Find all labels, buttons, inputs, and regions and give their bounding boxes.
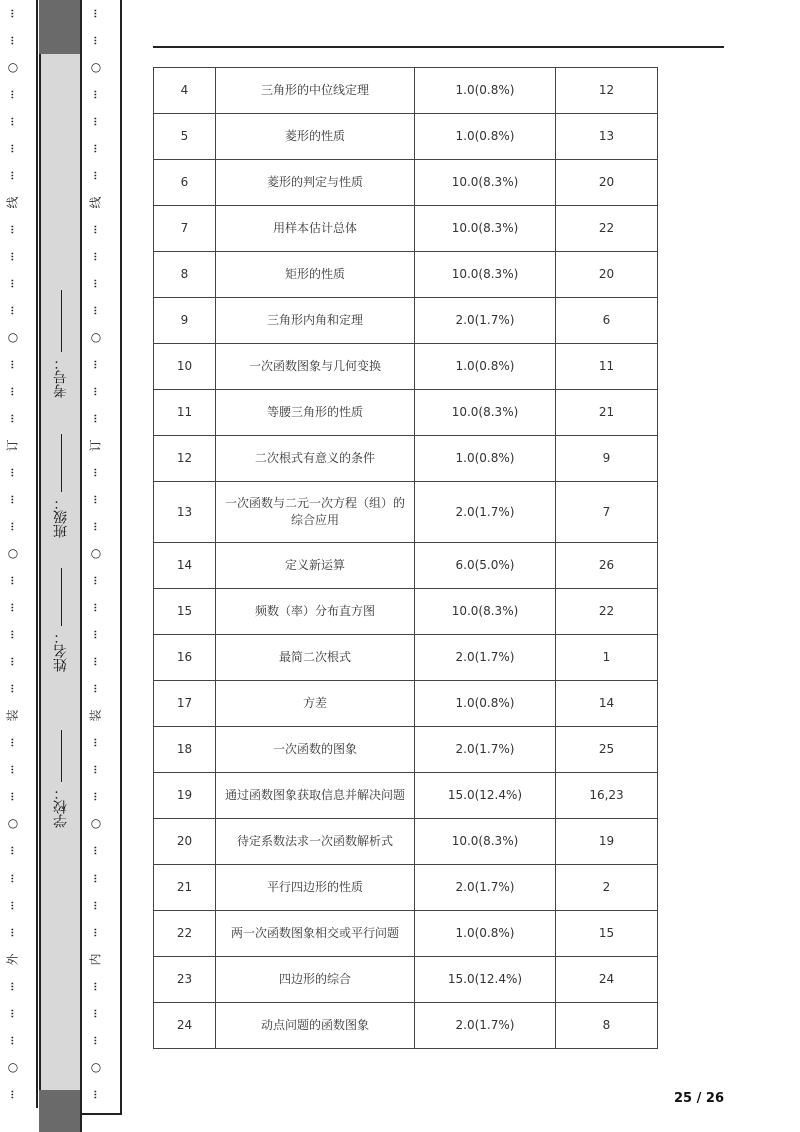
knowledge-point-table	[153, 67, 658, 1049]
inner-cut-line	[120, 0, 122, 1114]
inner-binding-mark: …	[91, 252, 102, 262]
question-number-cell: 20	[154, 819, 216, 865]
question-number-cell: 11	[154, 390, 216, 436]
knowledge-point-cell: 四边形的综合	[216, 957, 415, 1003]
page-number: 25 / 26	[674, 1091, 724, 1106]
outer-binding-mark: …	[8, 9, 19, 18]
inner-binding-mark: …	[91, 738, 102, 748]
table-row	[154, 482, 658, 543]
inner-binding-mark: …	[91, 630, 102, 640]
outer-binding-mark: …	[8, 684, 19, 694]
score-share-cell: 2.0(1.7%)	[415, 635, 556, 681]
question-ids-cell: 1	[556, 635, 658, 681]
score-share-cell: 10.0(8.3%)	[415, 390, 556, 436]
inner-binding-mark: 线	[88, 196, 103, 209]
table-row	[154, 543, 658, 589]
question-ids-cell: 8	[556, 1003, 658, 1049]
inner-binding-mark: 订	[88, 439, 103, 452]
score-share-cell: 2.0(1.7%)	[415, 727, 556, 773]
class-field	[42, 434, 80, 554]
outer-binding-mark: …	[8, 792, 19, 802]
question-number-cell: 6	[154, 160, 216, 206]
inner-binding-mark: …	[91, 414, 102, 424]
table-row	[154, 727, 658, 773]
question-number-cell: 8	[154, 252, 216, 298]
question-ids-cell: 7	[556, 482, 658, 543]
question-number-cell: 4	[154, 68, 216, 114]
inner-binding-mark: …	[91, 360, 102, 370]
inner-binding-mark: …	[91, 387, 102, 397]
question-ids-cell: 22	[556, 206, 658, 252]
inner-binding-mark: ○	[90, 546, 102, 561]
score-share-cell: 10.0(8.3%)	[415, 206, 556, 252]
inner-binding-mark: …	[91, 927, 102, 937]
name-label: 姓名：	[53, 630, 69, 672]
knowledge-point-cell: 最简二次根式	[216, 635, 415, 681]
school-field	[42, 730, 80, 850]
inner-binding-mark: …	[91, 792, 102, 802]
inner-binding-mark: 装	[88, 709, 103, 722]
question-ids-cell: 24	[556, 957, 658, 1003]
inner-binding-mark: …	[91, 684, 102, 694]
outer-binding-mark: …	[8, 576, 19, 586]
outer-binding-mark: …	[8, 90, 19, 100]
inner-cut-line-bottom	[80, 1113, 122, 1115]
exam-number-blank	[61, 290, 62, 352]
score-share-cell: 1.0(0.8%)	[415, 911, 556, 957]
score-share-cell: 1.0(0.8%)	[415, 344, 556, 390]
outer-cut-line	[36, 0, 38, 1108]
exam-number-field	[42, 290, 80, 416]
inner-binding-mark: …	[91, 873, 102, 883]
knowledge-point-cell: 三角形内角和定理	[216, 298, 415, 344]
question-ids-cell: 9	[556, 436, 658, 482]
inner-binding-mark: …	[91, 306, 102, 316]
inner-binding-mark: …	[91, 900, 102, 910]
class-label: 班级：	[53, 496, 69, 538]
inner-binding-mark: …	[91, 846, 102, 856]
class-blank	[61, 434, 62, 492]
binding-cap-top	[39, 0, 80, 54]
score-share-cell: 10.0(8.3%)	[415, 819, 556, 865]
question-number-cell: 7	[154, 206, 216, 252]
outer-binding-mark: 装	[5, 709, 20, 722]
question-ids-cell: 11	[556, 344, 658, 390]
outer-binding-mark: …	[8, 225, 19, 235]
question-number-cell: 16	[154, 635, 216, 681]
table-row	[154, 68, 658, 114]
outer-binding-mark: 外	[5, 953, 20, 966]
outer-binding-mark: …	[8, 468, 19, 478]
outer-binding-mark: …	[8, 873, 19, 883]
outer-binding-mark: …	[8, 630, 19, 640]
outer-binding-mark: …	[8, 144, 19, 154]
inner-binding-mark: ○	[90, 1059, 102, 1074]
binding-strip-edge-left	[39, 54, 41, 1090]
knowledge-point-cell: 方差	[216, 681, 415, 727]
knowledge-point-cell: 通过函数图象获取信息并解决问题	[216, 773, 415, 819]
question-number-cell: 17	[154, 681, 216, 727]
outer-binding-mark: …	[8, 414, 19, 424]
knowledge-point-cell: 两一次函数图象相交或平行问题	[216, 911, 415, 957]
knowledge-point-cell: 用样本估计总体	[216, 206, 415, 252]
score-share-cell: 1.0(0.8%)	[415, 681, 556, 727]
knowledge-point-cell: 二次根式有意义的条件	[216, 436, 415, 482]
outer-binding-mark: …	[8, 252, 19, 262]
question-number-cell: 10	[154, 344, 216, 390]
score-share-cell: 1.0(0.8%)	[415, 114, 556, 160]
inner-binding-mark: …	[91, 522, 102, 532]
table-row	[154, 436, 658, 482]
exam-number-label: 考号：	[53, 356, 69, 398]
knowledge-point-cell: 平行四边形的性质	[216, 865, 415, 911]
outer-binding-mark: …	[8, 117, 19, 127]
table-row	[154, 298, 658, 344]
inner-binding-mark: …	[91, 495, 102, 505]
binding-cap-bottom	[39, 1090, 80, 1132]
inner-binding-mark: …	[91, 117, 102, 127]
question-number-cell: 12	[154, 436, 216, 482]
question-number-cell: 5	[154, 114, 216, 160]
outer-binding-mark: ○	[7, 1059, 19, 1074]
outer-binding-mark: …	[8, 1035, 19, 1045]
table-body	[154, 68, 658, 1049]
question-number-cell: 24	[154, 1003, 216, 1049]
score-share-cell: 2.0(1.7%)	[415, 482, 556, 543]
outer-binding-mark: …	[8, 171, 19, 181]
table-row	[154, 681, 658, 727]
inner-binding-mark: ○	[90, 330, 102, 345]
school-blank	[61, 730, 62, 782]
table-row	[154, 957, 658, 1003]
knowledge-point-cell: 菱形的判定与性质	[216, 160, 415, 206]
inner-binding-mark: ○	[90, 60, 102, 75]
table-row	[154, 635, 658, 681]
table-row	[154, 865, 658, 911]
score-share-cell: 15.0(12.4%)	[415, 957, 556, 1003]
inner-binding-mark: …	[91, 36, 102, 46]
question-ids-cell: 12	[556, 68, 658, 114]
knowledge-point-cell: 矩形的性质	[216, 252, 415, 298]
inner-binding-mark: …	[91, 279, 102, 289]
score-share-cell: 10.0(8.3%)	[415, 252, 556, 298]
knowledge-point-cell: 一次函数与二元一次方程（组）的综合应用	[216, 482, 415, 543]
inner-binding-mark: 内	[88, 953, 103, 966]
score-share-cell: 2.0(1.7%)	[415, 1003, 556, 1049]
outer-binding-mark: ○	[7, 546, 19, 561]
inner-binding-mark: …	[91, 1035, 102, 1045]
inner-binding-mark: …	[91, 225, 102, 235]
table-row	[154, 911, 658, 957]
inner-binding-mark: …	[91, 90, 102, 100]
question-number-cell: 18	[154, 727, 216, 773]
knowledge-point-cell: 定义新运算	[216, 543, 415, 589]
question-ids-cell: 19	[556, 819, 658, 865]
question-number-cell: 13	[154, 482, 216, 543]
outer-binding-mark: ○	[7, 330, 19, 345]
table-row	[154, 589, 658, 635]
question-number-cell: 22	[154, 911, 216, 957]
inner-binding-mark: …	[91, 576, 102, 586]
question-ids-cell: 26	[556, 543, 658, 589]
outer-binding-mark: …	[8, 927, 19, 937]
table-row	[154, 344, 658, 390]
score-share-cell: 15.0(12.4%)	[415, 773, 556, 819]
outer-binding-mark: ○	[7, 60, 19, 75]
knowledge-point-cell: 一次函数图象与几何变换	[216, 344, 415, 390]
binding-strip-edge-right	[80, 0, 82, 1132]
question-number-cell: 19	[154, 773, 216, 819]
inner-binding-marks	[86, 0, 106, 1108]
question-number-cell: 9	[154, 298, 216, 344]
outer-binding-mark: …	[8, 765, 19, 775]
table-row	[154, 206, 658, 252]
name-blank	[61, 568, 62, 626]
question-ids-cell: 13	[556, 114, 658, 160]
outer-binding-mark: …	[8, 657, 19, 667]
outer-binding-mark: …	[8, 279, 19, 289]
question-ids-cell: 21	[556, 390, 658, 436]
table-row	[154, 390, 658, 436]
outer-binding-mark: …	[8, 846, 19, 856]
table-row	[154, 114, 658, 160]
knowledge-point-cell: 菱形的性质	[216, 114, 415, 160]
score-share-cell: 1.0(0.8%)	[415, 436, 556, 482]
inner-binding-mark: …	[91, 1089, 102, 1099]
knowledge-point-cell: 待定系数法求一次函数解析式	[216, 819, 415, 865]
table-row	[154, 252, 658, 298]
name-field	[42, 568, 80, 698]
question-number-cell: 15	[154, 589, 216, 635]
outer-binding-mark: …	[8, 495, 19, 505]
knowledge-point-cell: 等腰三角形的性质	[216, 390, 415, 436]
inner-binding-mark: …	[91, 765, 102, 775]
outer-binding-mark: 订	[5, 439, 20, 452]
question-number-cell: 23	[154, 957, 216, 1003]
question-ids-cell: 22	[556, 589, 658, 635]
table-row	[154, 773, 658, 819]
inner-binding-mark: ○	[90, 816, 102, 831]
score-share-cell: 6.0(5.0%)	[415, 543, 556, 589]
outer-binding-mark: …	[8, 1089, 19, 1099]
outer-binding-mark: …	[8, 360, 19, 370]
question-ids-cell: 20	[556, 160, 658, 206]
question-ids-cell: 2	[556, 865, 658, 911]
question-ids-cell: 16,23	[556, 773, 658, 819]
outer-binding-mark: …	[8, 387, 19, 397]
outer-binding-mark: ○	[7, 816, 19, 831]
knowledge-point-cell: 一次函数的图象	[216, 727, 415, 773]
table-row	[154, 160, 658, 206]
inner-binding-mark: …	[91, 9, 102, 18]
outer-binding-mark: …	[8, 603, 19, 613]
question-number-cell: 21	[154, 865, 216, 911]
inner-binding-mark: …	[91, 603, 102, 613]
header-rule	[153, 46, 724, 48]
outer-binding-mark: …	[8, 1008, 19, 1018]
outer-binding-marks	[3, 0, 23, 1108]
score-share-cell: 2.0(1.7%)	[415, 865, 556, 911]
outer-binding-mark: …	[8, 36, 19, 46]
question-ids-cell: 20	[556, 252, 658, 298]
question-ids-cell: 6	[556, 298, 658, 344]
score-share-cell: 1.0(0.8%)	[415, 68, 556, 114]
table-row	[154, 1003, 658, 1049]
inner-binding-mark: …	[91, 657, 102, 667]
knowledge-point-cell: 频数（率）分布直方图	[216, 589, 415, 635]
outer-binding-mark: …	[8, 306, 19, 316]
inner-binding-mark: …	[91, 144, 102, 154]
knowledge-point-cell: 动点问题的函数图象	[216, 1003, 415, 1049]
score-share-cell: 2.0(1.7%)	[415, 298, 556, 344]
outer-binding-mark: …	[8, 738, 19, 748]
score-share-cell: 10.0(8.3%)	[415, 160, 556, 206]
outer-binding-mark: …	[8, 522, 19, 532]
score-share-cell: 10.0(8.3%)	[415, 589, 556, 635]
outer-binding-mark: …	[8, 981, 19, 991]
question-ids-cell: 15	[556, 911, 658, 957]
outer-binding-mark: 线	[5, 196, 20, 209]
inner-binding-mark: …	[91, 171, 102, 181]
inner-binding-mark: …	[91, 981, 102, 991]
table-row	[154, 819, 658, 865]
school-label: 学校：	[53, 786, 69, 828]
student-info-fields	[42, 54, 80, 1090]
question-ids-cell: 25	[556, 727, 658, 773]
inner-binding-mark: …	[91, 1008, 102, 1018]
outer-binding-mark: …	[8, 900, 19, 910]
inner-binding-mark: …	[91, 468, 102, 478]
question-ids-cell: 14	[556, 681, 658, 727]
question-number-cell: 14	[154, 543, 216, 589]
knowledge-point-cell: 三角形的中位线定理	[216, 68, 415, 114]
